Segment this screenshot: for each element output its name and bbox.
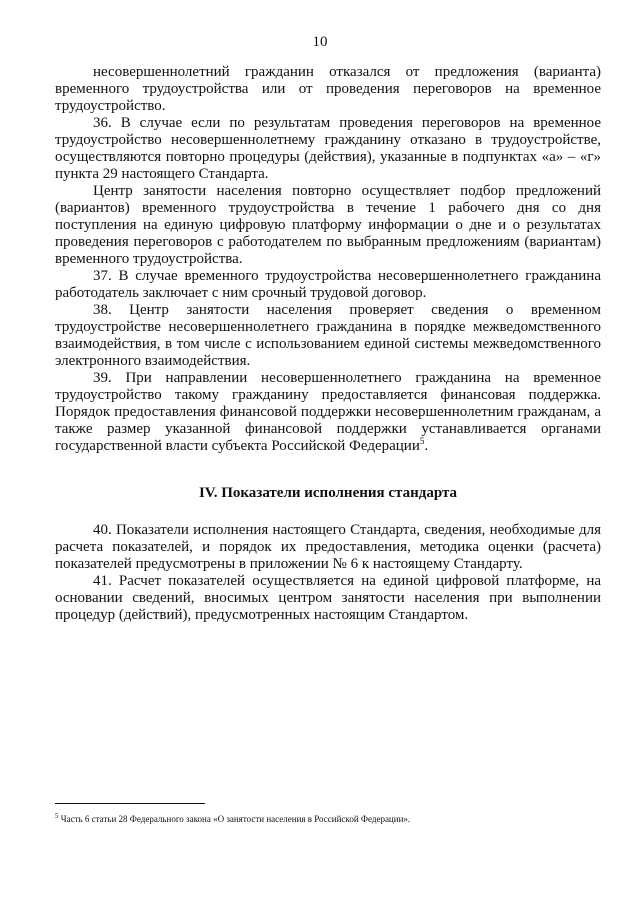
paragraph-continuation: несовершеннолетний гражданин отказался от предложения (варианта) временного трудоустройства или от проведения переговоров на временное трудоустройство. xyxy=(55,64,601,114)
footnote-reference[interactable]: 5 xyxy=(419,436,425,446)
paragraph-36-continued: Центр занятости населения повторно осуществляет подбор предложений (вариантов) временного трудоустройства в течение 1 рабочего дня со дня поступления на единую цифровую платформу информации о дне и о результатах проведения переговоров с работодателем по выбранным предложениям (вариантам) временного трудоустройства. xyxy=(55,183,601,267)
paragraph-37: 37. В случае временного трудоустройства несовершеннолетнего гражданина работодатель заключает с ним срочный трудовой договор. xyxy=(55,268,601,301)
page-number: 10 xyxy=(312,34,328,50)
paragraph-36: 36. В случае если по результатам проведения переговоров на временное трудоустройство несовершеннолетнему гражданину отказано в трудоустройстве, осуществляются повторно процедуры (действия), указанные в подпунктах «а» – «г» пункта 29 настоящего Стандарта. xyxy=(55,115,601,182)
footnote-text: Часть 6 статьи 28 Федерального закона «О занятости населения в Российской Федерации». xyxy=(58,814,411,824)
section-heading: IV. Показатели исполнения стандарта xyxy=(198,485,458,501)
paragraph-39-text: 39. При направлении несовершеннолетнего гражданина на временное трудоустройство такому гражданину предоставляется финансовая поддержка. Порядок предоставления финансовой поддержки несовершеннолетним гражданам, а также размер указанной финансовой поддержки устанавливается органами государственной власти субъекта Российской Федерации xyxy=(55,370,601,454)
footnote xyxy=(55,814,601,825)
paragraph-41: 41. Расчет показателей осуществляется на единой цифровой платформе, на основании сведений, вносимых центром занятости населения при выполнении процедур (действий), предусмотренных настоящим Стандартом. xyxy=(55,573,601,623)
document-body xyxy=(55,64,601,624)
paragraph-38: 38. Центр занятости населения проверяет сведения о временном трудоустройстве несовершеннолетнего гражданина в порядке межведомственного взаимодействия, в том числе с использованием единой системы межведомственного электронного взаимодействия. xyxy=(55,302,601,369)
footnote-number: 5 xyxy=(55,812,59,820)
footnote-separator xyxy=(55,803,205,804)
paragraph-39: 39. При направлении несовершеннолетнего гражданина на временное трудоустройство такому гражданину предоставляется финансовая поддержка. Порядок предоставления финансовой поддержки несовершеннолетним гражданам, а также размер указанной финансовой поддержки устанавливается органами государственной власти субъекта Российской Федерации$^5$. xyxy=(55,370,601,454)
paragraph-40: 40. Показатели исполнения настоящего Стандарта, сведения, необходимые для расчета показателей, и порядок их предоставления, методика оценки (расчета) показателей предусмотрены в приложении № 6 к настоящему Стандарту. xyxy=(55,522,601,572)
